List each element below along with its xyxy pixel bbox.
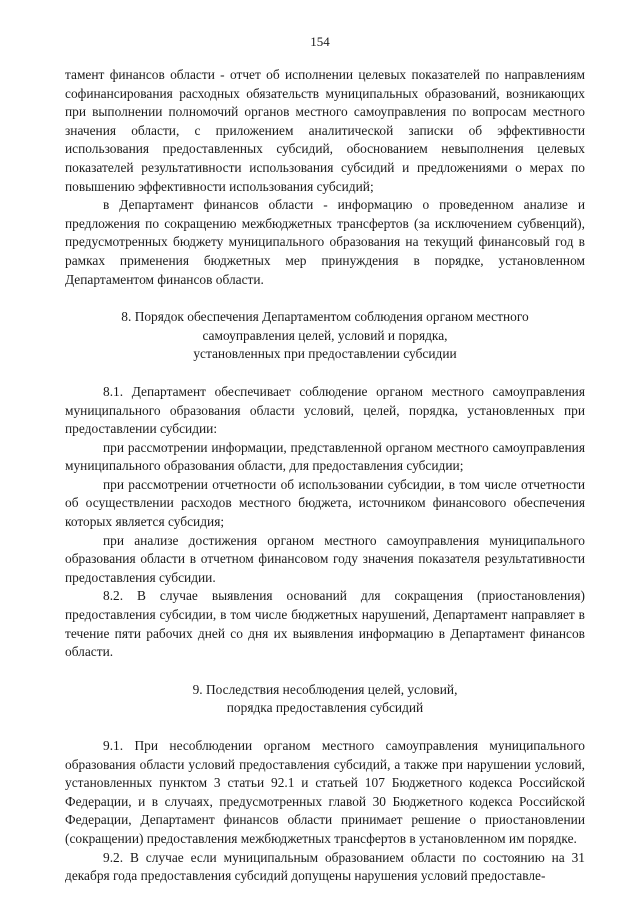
paragraph-finance-department-info: в Департамент финансов области - информацию о проведенном анализе и предложения по сокращению межбюджетных трансфертов (за исключением субвенций), предусмотренных бюджету муниципального образования на текущий финансовый год в рамках применения бюджетных мер принуждения в порядке, установленном Департаментом финансов области. [65, 197, 585, 287]
section-8-heading-line: установленных при предоставлении субсидии [193, 346, 457, 362]
paragraph-9-1: 9.1. При несоблюдении органом местного самоуправления муниципального образования области условий предоставления субсидий, а также при нарушении условий, установленных пунктом 3 статьи 92.1 и статьей 107 Бюджетного кодекса Российской Федерации, и в случаях, предусмотренных главой 30 Бюджетного кодекса Российской Федерации, Департамент финансов области принимает решение о приостановлении (сокращении) предоставления межбюджетных трансфертов в установленном им порядке. [65, 738, 585, 846]
section-9-heading [65, 681, 585, 718]
section-8-heading-line: 8. Порядок обеспечения Департаментом соблюдения органом местного [121, 309, 529, 325]
section-9-heading-line: 9. Последствия несоблюдения целей, условий, [192, 681, 458, 697]
document-body [65, 66, 585, 886]
page-number: 154 [310, 34, 330, 49]
paragraph-report-continuation: тамент финансов области - отчет об исполнении целевых показателей по направлениям софинансирования расходных обязательств муниципальных образований, возникающих при выполнении полномочий органов местного самоуправления по вопросам местного значения области, с приложением аналитической записки об эффективности использования предоставленных субсидий, обоснованием невыполнения целевых показателей результативности использования субсидий и предложениями о мерах по повышению эффективности использования субсидий; [65, 67, 585, 194]
paragraph-8-1-item-analysis: при анализе достижения органом местного самоуправления муниципального образования области в отчетном финансовом году значения показателя результативности предоставления субсидии. [65, 532, 585, 585]
paragraph-8-1-item-reporting: при рассмотрении отчетности об использовании субсидии, в том числе отчетности об осуществлении расходов местного бюджета, источником финансового обеспечения которых является субсидия; [65, 476, 585, 530]
section-8-heading [65, 308, 585, 364]
section-9-heading-line: порядка предоставления субсидий [226, 700, 424, 716]
paragraph-8-1-item-info: при рассмотрении информации, представленной органом местного самоуправления муниципального образования области, для предоставления субсидии; [65, 439, 585, 474]
paragraph-8-1: 8.1. Департамент обеспечивает соблюдение органом местного самоуправления муниципального образования области условий, целей, порядка, установленных при предоставлении субсидии: [65, 383, 585, 437]
section-8-heading-line: самоуправления целей, условий и порядка, [202, 327, 448, 343]
paragraph-8-2: 8.2. В случае выявления оснований для сокращения (приостановления) предоставления субсидии, в том числе бюджетных нарушений, Департамент направляет в течение пяти рабочих дней со дня их выявления информацию в Департамент финансов области. [65, 588, 585, 660]
paragraph-9-2: 9.2. В случае если муниципальным образованием области по состоянию на 31 декабря года предоставления субсидий допущены нарушения условий предоставле- [65, 849, 585, 884]
